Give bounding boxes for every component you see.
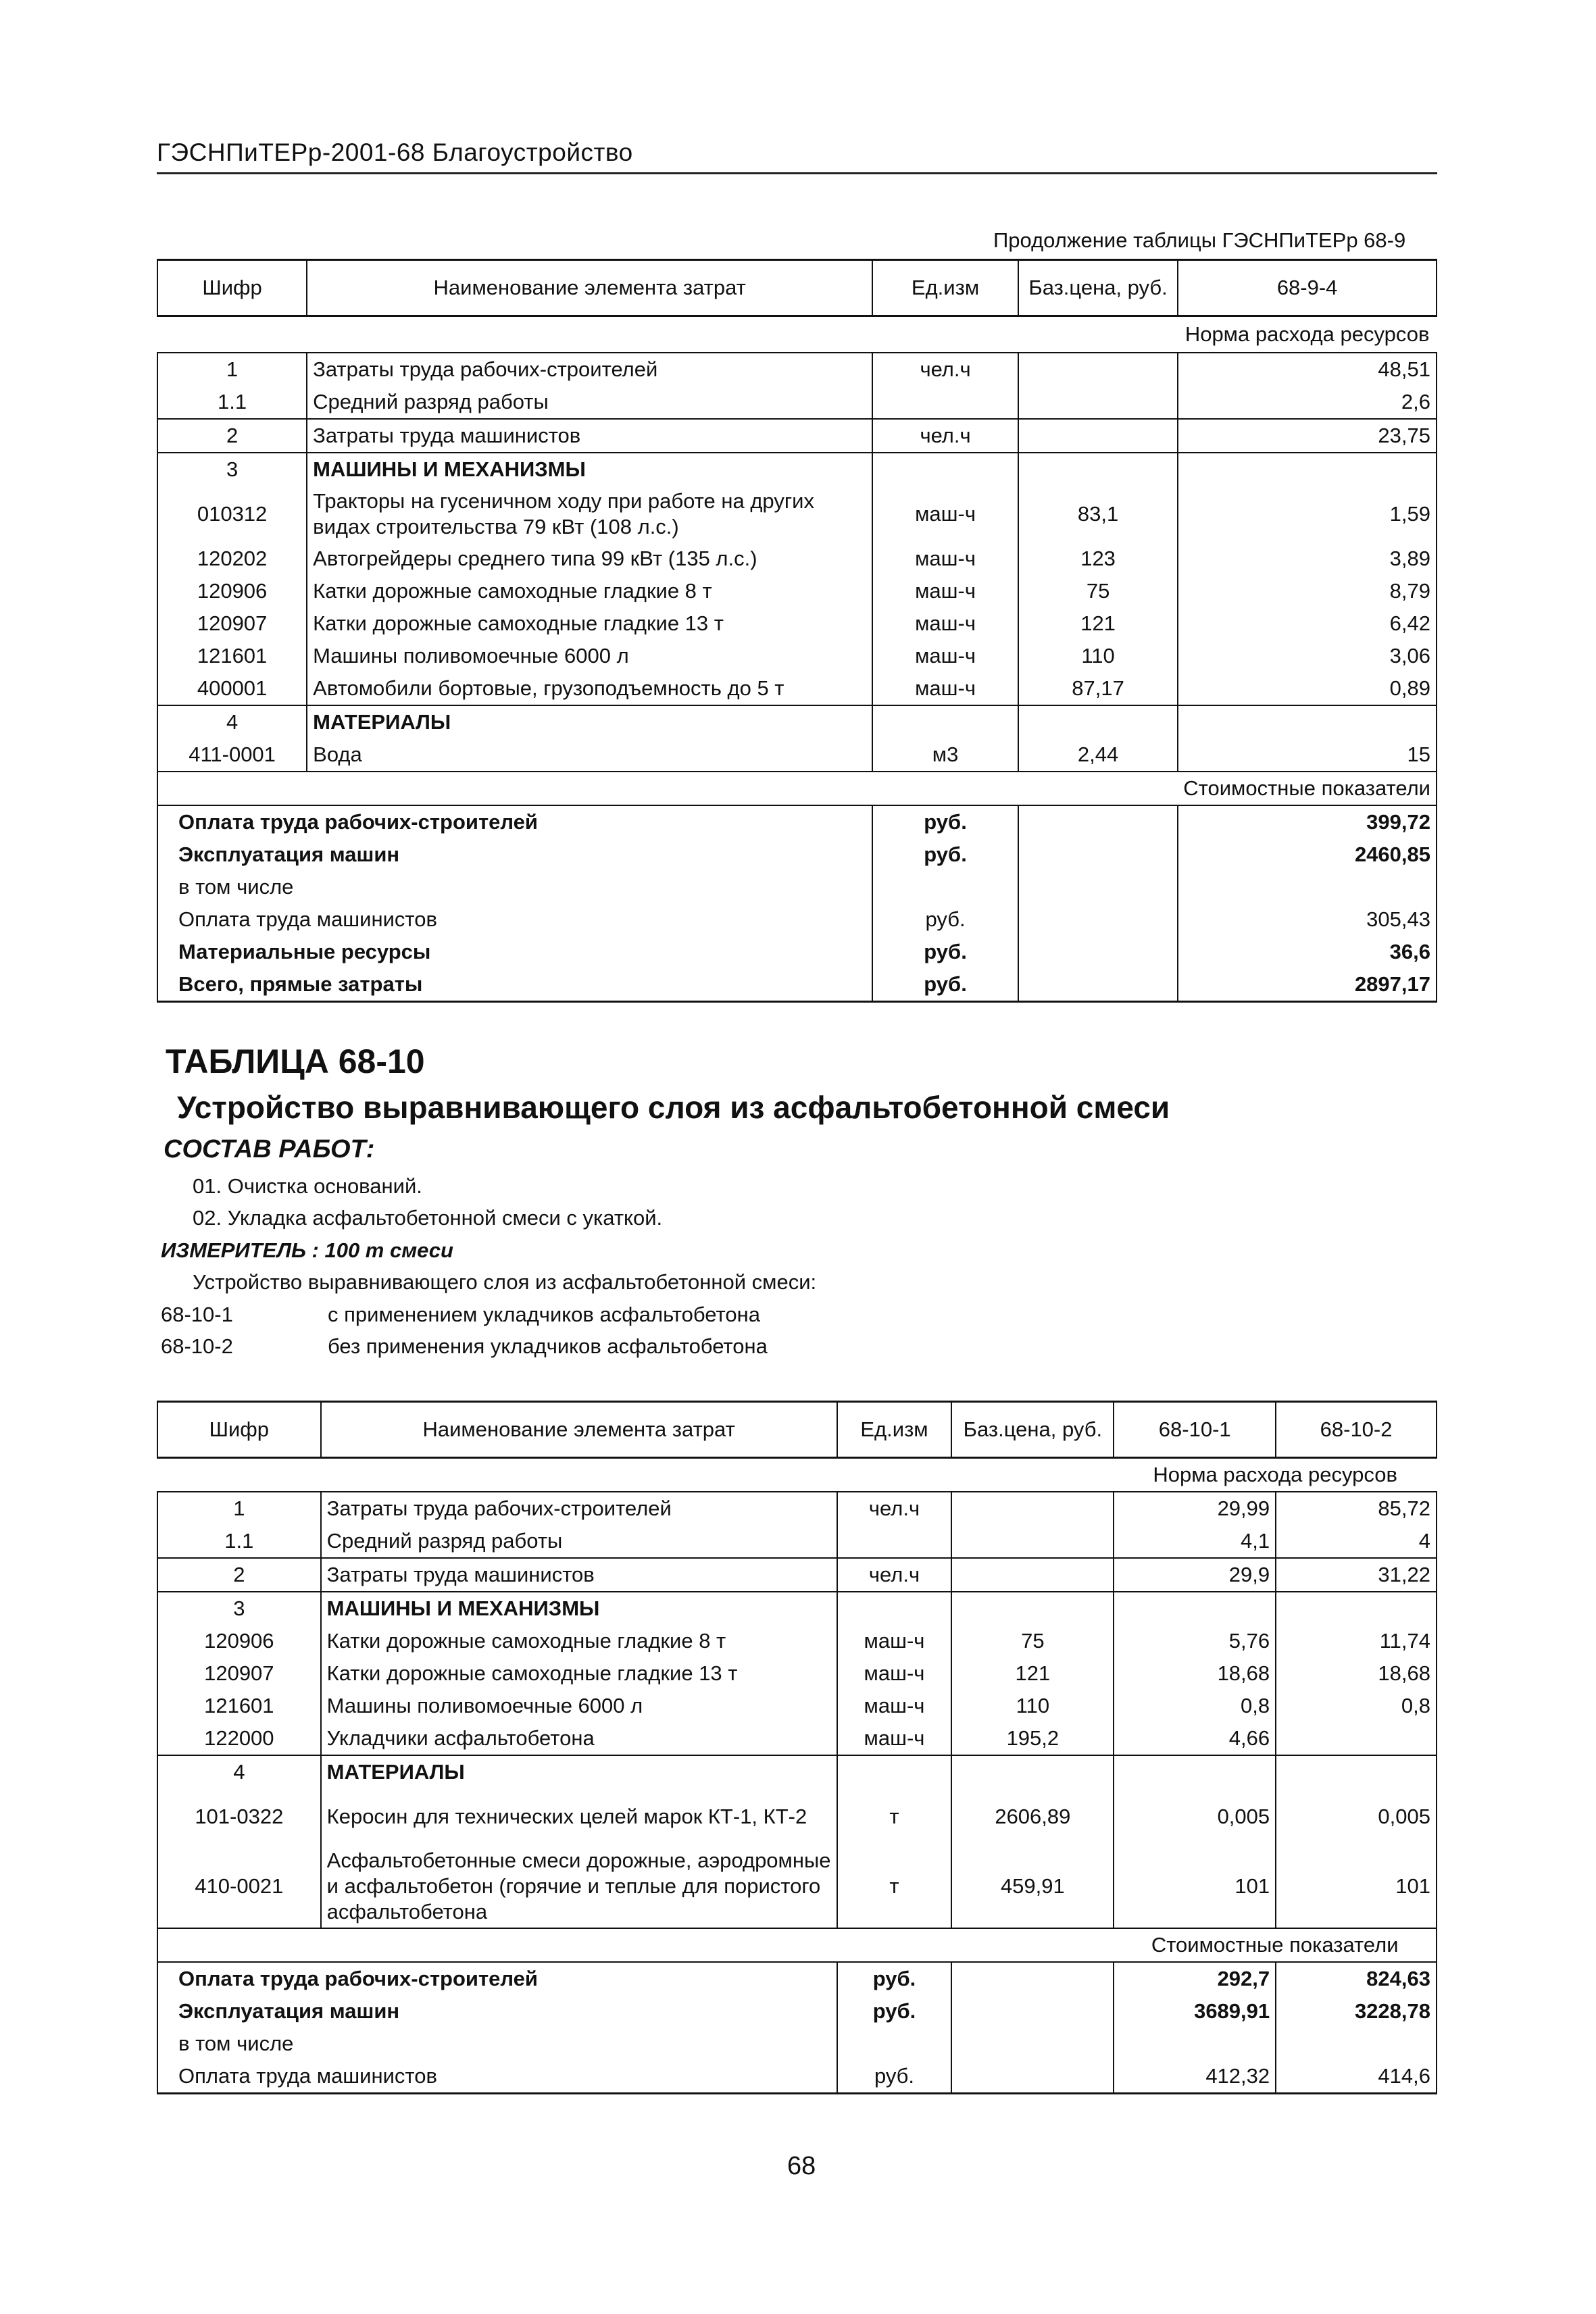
- norm-label: Норма расхода ресурсов: [1114, 1458, 1437, 1492]
- resource-name: Средний разряд работы: [307, 386, 872, 419]
- resource-name: Катки дорожные самоходные гладкие 8 т: [321, 1625, 837, 1657]
- resource-code: 400001: [157, 672, 307, 705]
- table-cell: 75: [1018, 575, 1178, 607]
- table-row: [157, 575, 1437, 607]
- cost-row: [157, 871, 1437, 903]
- table-cell: [837, 1755, 952, 1788]
- table-cell: [1018, 903, 1178, 936]
- table-cell: 121: [951, 1657, 1114, 1690]
- table-cell: [1276, 1592, 1437, 1625]
- table-cell: маш-ч: [837, 1625, 952, 1657]
- table-row: [157, 1625, 1437, 1657]
- table-cell: чел.ч: [837, 1492, 952, 1525]
- cost-value: 2460,85: [1178, 838, 1437, 871]
- cost-unit: руб.: [837, 1962, 952, 1995]
- resource-code: 1.1: [157, 386, 307, 419]
- cost-name: Материальные ресурсы: [157, 936, 872, 968]
- table-cell: 4,1: [1114, 1525, 1276, 1558]
- work-item: 01. Очистка оснований.: [193, 1174, 422, 1198]
- cost-name: Оплата труда машинистов: [157, 2060, 837, 2094]
- resource-name: Катки дорожные самоходные гладкие 13 т: [321, 1657, 837, 1690]
- table-cell: м3: [872, 738, 1018, 772]
- cost-row: [157, 838, 1437, 871]
- column-header: Баз.цена, руб.: [1018, 260, 1178, 316]
- table-row: [157, 1755, 1437, 1788]
- cost-value: 36,6: [1178, 936, 1437, 968]
- column-header: Наименование элемента затрат: [321, 1402, 837, 1458]
- column-header: 68-9-4: [1178, 260, 1437, 316]
- table-cell: маш-ч: [872, 543, 1018, 575]
- cost-unit: руб.: [872, 838, 1018, 871]
- table-subtitle: Устройство выравнивающего слоя из асфальтобетонной смеси: [177, 1090, 1170, 1125]
- table-cell: 2606,89: [951, 1788, 1114, 1845]
- norm-label-row: [157, 316, 1437, 353]
- column-header: Шифр: [157, 1402, 321, 1458]
- table-cell: 5,76: [1114, 1625, 1276, 1657]
- table-cell: чел.ч: [872, 419, 1018, 453]
- cost-value: 414,6: [1276, 2060, 1437, 2094]
- resource-code: 3: [157, 453, 307, 486]
- cost-label-row: [157, 1928, 1437, 1962]
- cost-name: Эксплуатация машин: [157, 838, 872, 871]
- resource-code: 010312: [157, 486, 307, 543]
- resource-code: 122000: [157, 1722, 321, 1755]
- table-row: [157, 640, 1437, 672]
- table-cell: 0,8: [1114, 1690, 1276, 1722]
- table-cell: 0,005: [1276, 1788, 1437, 1845]
- cost-unit: руб.: [872, 968, 1018, 1002]
- measurer: ИЗМЕРИТЕЛЬ : 100 т смеси: [161, 1238, 453, 1262]
- table-cell: [837, 1525, 952, 1558]
- table-cell: [872, 453, 1018, 486]
- cost-name: Всего, прямые затраты: [157, 968, 872, 1002]
- cost-unit: руб.: [872, 936, 1018, 968]
- cost-row: [157, 968, 1437, 1002]
- resource-name: Затраты труда машинистов: [307, 419, 872, 453]
- resource-code: 3: [157, 1592, 321, 1625]
- table-cell: чел.ч: [872, 353, 1018, 386]
- table-cell: 0,8: [1276, 1690, 1437, 1722]
- cost-value: 2897,17: [1178, 968, 1437, 1002]
- resource-code: 101-0322: [157, 1788, 321, 1845]
- cost-unit: руб.: [837, 2060, 952, 2094]
- cost-value: [1276, 2028, 1437, 2060]
- table-cell: [1276, 1722, 1437, 1755]
- cost-unit: руб.: [872, 805, 1018, 838]
- table-cell: [951, 1995, 1114, 2028]
- table-cell: 101: [1276, 1845, 1437, 1928]
- table-cell: маш-ч: [872, 607, 1018, 640]
- resource-code: 410-0021: [157, 1845, 321, 1928]
- resource-code: 120202: [157, 543, 307, 575]
- resource-code: 2: [157, 419, 307, 453]
- table-cell: [951, 1558, 1114, 1592]
- cost-label: Стоимостные показатели: [1178, 772, 1437, 805]
- table-row: [157, 543, 1437, 575]
- table-row: [157, 486, 1437, 543]
- table-cell: [951, 1492, 1114, 1525]
- resource-name: МАТЕРИАЛЫ: [307, 705, 872, 738]
- table-cell: [951, 2060, 1114, 2094]
- resource-name: МАШИНЫ И МЕХАНИЗМЫ: [321, 1592, 837, 1625]
- table-cell: 4: [1276, 1525, 1437, 1558]
- table-cell: [951, 1755, 1114, 1788]
- table-cell: маш-ч: [837, 1657, 952, 1690]
- table-cell: 123: [1018, 543, 1178, 575]
- resource-name: Катки дорожные самоходные гладкие 13 т: [307, 607, 872, 640]
- table-row: [157, 453, 1437, 486]
- cost-row: [157, 936, 1437, 968]
- table-cell: 18,68: [1114, 1657, 1276, 1690]
- table-row: [157, 1722, 1437, 1755]
- resource-name: Асфальтобетонные смеси дорожные, аэродромные и асфальтобетон (горячие и теплые для пористого асфальтобетона: [321, 1845, 837, 1928]
- table-cell: [872, 705, 1018, 738]
- cost-row: [157, 805, 1437, 838]
- table-cell: [1018, 871, 1178, 903]
- table-cell: 2,6: [1178, 386, 1437, 419]
- column-header: Наименование элемента затрат: [307, 260, 872, 316]
- cost-value: 399,72: [1178, 805, 1437, 838]
- table-cell: 0,005: [1114, 1788, 1276, 1845]
- column-header: 68-10-2: [1276, 1402, 1437, 1458]
- table-cell: 195,2: [951, 1722, 1114, 1755]
- resource-name: Автогрейдеры среднего типа 99 кВт (135 л.с.): [307, 543, 872, 575]
- resource-code: 1.1: [157, 1525, 321, 1558]
- table-cell: [1018, 968, 1178, 1002]
- resource-name: Катки дорожные самоходные гладкие 8 т: [307, 575, 872, 607]
- resource-name: Укладчики асфальтобетона: [321, 1722, 837, 1755]
- table-cell: [1178, 453, 1437, 486]
- table-title: ТАБЛИЦА 68-10: [166, 1042, 425, 1080]
- table-cell: 87,17: [1018, 672, 1178, 705]
- table-row: [157, 1690, 1437, 1722]
- cost-row: [157, 2028, 1437, 2060]
- cost-label: Стоимостные показатели: [1114, 1928, 1437, 1962]
- header-rule: [157, 172, 1437, 174]
- page-number: 68: [787, 2152, 816, 2180]
- table-cell: 110: [951, 1690, 1114, 1722]
- norm-label-row: [157, 1458, 1437, 1492]
- table-row: [157, 672, 1437, 705]
- table-row: [157, 607, 1437, 640]
- cost-value: 292,7: [1114, 1962, 1276, 1995]
- cost-unit: [872, 871, 1018, 903]
- document-header: ГЭСНПиТЕРр-2001-68 Благоустройство: [157, 139, 633, 166]
- resource-name: Затраты труда рабочих-строителей: [307, 353, 872, 386]
- cost-value: 824,63: [1276, 1962, 1437, 1995]
- resource-code: 4: [157, 705, 307, 738]
- cost-row: [157, 903, 1437, 936]
- table-cell: 23,75: [1178, 419, 1437, 453]
- table-cell: [951, 1962, 1114, 1995]
- table-cell: [1018, 805, 1178, 838]
- table-cell: 0,89: [1178, 672, 1437, 705]
- table-cell: чел.ч: [837, 1558, 952, 1592]
- table-cell: маш-ч: [872, 672, 1018, 705]
- resource-name: Средний разряд работы: [321, 1525, 837, 1558]
- cost-unit: [837, 2028, 952, 2060]
- table-cell: 1,59: [1178, 486, 1437, 543]
- table-cell: 31,22: [1276, 1558, 1437, 1592]
- table-header-row: [157, 260, 1437, 316]
- cost-label-row: [157, 772, 1437, 805]
- cost-value: 305,43: [1178, 903, 1437, 936]
- cost-value: 3228,78: [1276, 1995, 1437, 2028]
- table-cell: [1114, 1592, 1276, 1625]
- table-cell: 8,79: [1178, 575, 1437, 607]
- cost-value: [1178, 871, 1437, 903]
- table-cell: 3,89: [1178, 543, 1437, 575]
- resource-name: МАТЕРИАЛЫ: [321, 1755, 837, 1788]
- resource-code: 121601: [157, 640, 307, 672]
- table-cell: 101: [1114, 1845, 1276, 1928]
- cost-name: в том числе: [157, 871, 872, 903]
- table-cell: 4,66: [1114, 1722, 1276, 1755]
- table-cell: маш-ч: [837, 1690, 952, 1722]
- cost-value: [1114, 2028, 1276, 2060]
- table-cell: 2,44: [1018, 738, 1178, 772]
- resource-code: 120906: [157, 1625, 321, 1657]
- cost-name: Оплата труда рабочих-строителей: [157, 1962, 837, 1995]
- cost-value: 412,32: [1114, 2060, 1276, 2094]
- resource-name: Вода: [307, 738, 872, 772]
- table-cell: [951, 2028, 1114, 2060]
- table-cell: 29,9: [1114, 1558, 1276, 1592]
- column-header: Ед.изм: [837, 1402, 952, 1458]
- resource-name: Затраты труда рабочих-строителей: [321, 1492, 837, 1525]
- variants-intro: Устройство выравнивающего слоя из асфальтобетонной смеси:: [193, 1270, 817, 1294]
- work-composition-label: СОСТАВ РАБОТ:: [164, 1135, 375, 1163]
- resource-name: Тракторы на гусеничном ходу при работе на других видах строительства 79 кВт (108 л.с.): [307, 486, 872, 543]
- variant-code: 68-10-2: [161, 1334, 233, 1358]
- resource-code: 1: [157, 353, 307, 386]
- table-cell: 6,42: [1178, 607, 1437, 640]
- table-cell: [951, 1592, 1114, 1625]
- table-row: [157, 738, 1437, 772]
- cost-name: Эксплуатация машин: [157, 1995, 837, 2028]
- resource-code: 120907: [157, 1657, 321, 1690]
- spacer: [157, 1928, 1114, 1962]
- column-header: Шифр: [157, 260, 307, 316]
- column-header: Ед.изм: [872, 260, 1018, 316]
- resource-code: 2: [157, 1558, 321, 1592]
- table-cell: маш-ч: [837, 1722, 952, 1755]
- table-cell: [1018, 419, 1178, 453]
- cost-row: [157, 2060, 1437, 2094]
- table-cell: [872, 386, 1018, 419]
- table-row: [157, 419, 1437, 453]
- table-cell: [1018, 353, 1178, 386]
- table-cell: [1018, 705, 1178, 738]
- variant-description: с применением укладчиков асфальтобетона: [328, 1303, 760, 1326]
- resource-name: Машины поливомоечные 6000 л: [321, 1690, 837, 1722]
- table-cell: 75: [951, 1625, 1114, 1657]
- table-row: [157, 386, 1437, 419]
- resource-table-68-9: [157, 259, 1437, 1003]
- table-cell: 29,99: [1114, 1492, 1276, 1525]
- resource-code: 4: [157, 1755, 321, 1788]
- table-cell: маш-ч: [872, 486, 1018, 543]
- column-header: 68-10-1: [1114, 1402, 1276, 1458]
- table-cell: 459,91: [951, 1845, 1114, 1928]
- cost-name: Оплата труда рабочих-строителей: [157, 805, 872, 838]
- table-continuation-caption: Продолжение таблицы ГЭСНПиТЕРр 68-9: [993, 228, 1406, 252]
- table-cell: 18,68: [1276, 1657, 1437, 1690]
- cost-unit: руб.: [837, 1995, 952, 2028]
- table-cell: 11,74: [1276, 1625, 1437, 1657]
- table-cell: 48,51: [1178, 353, 1437, 386]
- table-cell: 110: [1018, 640, 1178, 672]
- table-row: [157, 1845, 1437, 1928]
- table-row: [157, 1788, 1437, 1845]
- resource-code: 1: [157, 1492, 321, 1525]
- table-cell: т: [837, 1788, 952, 1845]
- table-row: [157, 1558, 1437, 1592]
- resource-code: 121601: [157, 1690, 321, 1722]
- table-cell: [1276, 1755, 1437, 1788]
- cost-value: 3689,91: [1114, 1995, 1276, 2028]
- table-cell: [1018, 838, 1178, 871]
- variant-code: 68-10-1: [161, 1303, 233, 1326]
- table-cell: [1178, 705, 1437, 738]
- cost-row: [157, 1995, 1437, 2028]
- resource-name: Машины поливомоечные 6000 л: [307, 640, 872, 672]
- resource-code: 120907: [157, 607, 307, 640]
- table-row: [157, 1492, 1437, 1525]
- table-header-row: [157, 1402, 1437, 1458]
- work-item: 02. Укладка асфальтобетонной смеси с укаткой.: [193, 1206, 663, 1230]
- cost-row: [157, 1962, 1437, 1995]
- table-cell: [1114, 1755, 1276, 1788]
- table-cell: [837, 1592, 952, 1625]
- table-row: [157, 705, 1437, 738]
- table-cell: [1018, 936, 1178, 968]
- resource-code: 120906: [157, 575, 307, 607]
- variant-description: без применения укладчиков асфальтобетона: [328, 1334, 768, 1358]
- table-cell: 15: [1178, 738, 1437, 772]
- table-cell: маш-ч: [872, 640, 1018, 672]
- table-row: [157, 1657, 1437, 1690]
- cost-unit: руб.: [872, 903, 1018, 936]
- table-cell: 3,06: [1178, 640, 1437, 672]
- resource-table-68-10: [157, 1401, 1437, 2094]
- table-cell: маш-ч: [872, 575, 1018, 607]
- spacer: [157, 772, 1178, 805]
- resource-name: Автомобили бортовые, грузоподъемность до 5 т: [307, 672, 872, 705]
- resource-name: Керосин для технических целей марок КТ-1, КТ-2: [321, 1788, 837, 1845]
- table-cell: [1018, 386, 1178, 419]
- table-cell: 83,1: [1018, 486, 1178, 543]
- table-cell: [1018, 453, 1178, 486]
- table-cell: 85,72: [1276, 1492, 1437, 1525]
- table-cell: [951, 1525, 1114, 1558]
- norm-label: Норма расхода ресурсов: [1178, 316, 1437, 353]
- table-cell: т: [837, 1845, 952, 1928]
- resource-name: МАШИНЫ И МЕХАНИЗМЫ: [307, 453, 872, 486]
- column-header: Баз.цена, руб.: [951, 1402, 1114, 1458]
- cost-name: в том числе: [157, 2028, 837, 2060]
- cost-name: Оплата труда машинистов: [157, 903, 872, 936]
- resource-name: Затраты труда машинистов: [321, 1558, 837, 1592]
- table-row: [157, 1592, 1437, 1625]
- resource-code: 411-0001: [157, 738, 307, 772]
- table-cell: 121: [1018, 607, 1178, 640]
- table-row: [157, 353, 1437, 386]
- table-row: [157, 1525, 1437, 1558]
